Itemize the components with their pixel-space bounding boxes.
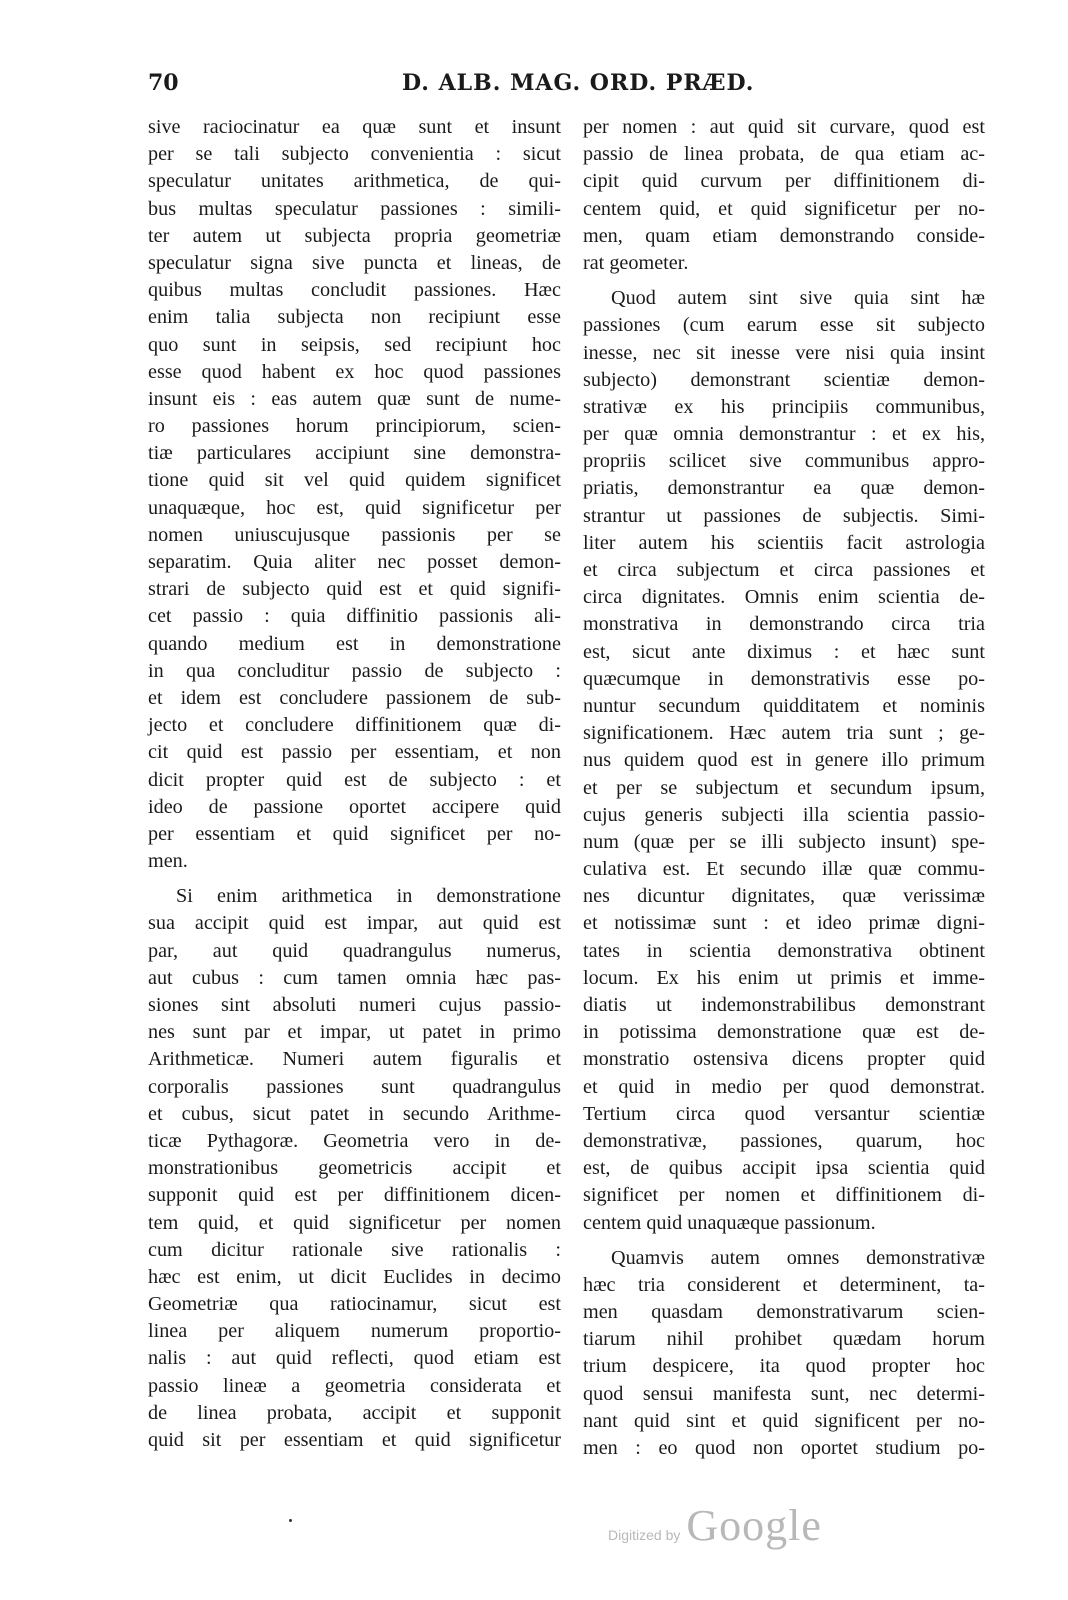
text-line: tates in scientia demonstrativa obtinent	[583, 939, 985, 962]
text-line: num (quæ per se illi subjecto insunt) spe-	[583, 830, 985, 853]
text-line: tiæ particulares accipiunt sine demonstra-	[148, 442, 561, 465]
text-line: aut cubus : cum tamen omnia hæc pas-	[148, 966, 561, 989]
text-line: per essentiam et quid significet per no-	[148, 822, 561, 845]
text-line: tione quid sit vel quid quidem significet	[148, 469, 561, 492]
text-line: rat geometer.	[583, 251, 689, 274]
text-line: enim talia subjecta non recipiunt esse	[148, 306, 561, 329]
text-line: passiones (cum earum esse sit subjecto	[583, 314, 985, 337]
text-line: tiarum nihil prohibet quædam horum	[583, 1328, 985, 1351]
text-line: Si enim arithmetica in demonstratione	[176, 885, 561, 908]
text-line: est, de quibus accipit ipsa scientia quid	[583, 1157, 985, 1180]
text-line: quod sensui manifesta sunt, nec determi-	[583, 1382, 985, 1405]
text-line: men, quam etiam demonstrando conside-	[583, 224, 985, 247]
text-line: Quamvis autem omnes demonstrativæ	[611, 1246, 985, 1269]
text-line: unaquæque, hoc est, quid significetur per	[148, 496, 561, 519]
text-line: nomen uniuscujusque passionis per se	[148, 523, 561, 546]
text-line: ter autem ut subjecta propria geometriæ	[148, 224, 561, 247]
text-line: speculatur signa sive puncta et lineas, de	[148, 251, 561, 274]
text-line: sua accipit quid est impar, aut quid est	[148, 912, 561, 935]
text-line: Tertium circa quod versantur scientiæ	[583, 1102, 985, 1125]
text-line: linea per aliquem numerum proportio-	[148, 1320, 561, 1343]
text-line: speculatur unitates arithmetica, de qui-	[148, 170, 561, 193]
text-line: liter autem his scientiis facit astrologia	[583, 531, 985, 554]
text-line: et idem est concludere passionem de sub-	[148, 686, 561, 709]
text-line: men : eo quod non oportet studium po-	[583, 1437, 985, 1459]
digitized-watermark	[608, 1500, 822, 1551]
text-line: Arithmeticæ. Numeri autem figuralis et	[148, 1048, 561, 1071]
ink-speck	[289, 1519, 292, 1522]
text-line: esse quod habent ex hoc quod passiones	[148, 360, 561, 383]
text-line: strativæ ex his principiis communibus,	[583, 395, 985, 418]
text-line: strantur ut passiones de subjectis. Simi-	[583, 504, 985, 527]
text-line: monstrativa in demonstrando circa tria	[583, 613, 985, 636]
google-logo: Google	[686, 1501, 822, 1550]
text-line: nuntur secundum quidditatem et nominis	[583, 694, 985, 717]
text-line: par, aut quid quadrangulus numerus,	[148, 939, 561, 962]
text-line: et cubus, sicut patet in secundo Arithme-	[148, 1102, 561, 1125]
text-line: de linea probata, accipit et supponit	[148, 1401, 561, 1424]
text-line: men quasdam demonstrativarum scien-	[583, 1301, 985, 1324]
text-line: circa dignitates. Omnis enim scientia de-	[583, 586, 985, 609]
text-line: cum dicitur rationale sive rationalis :	[148, 1238, 561, 1261]
text-line: trium despicere, ita quod propter hoc	[583, 1355, 985, 1378]
text-line: quando medium est in demonstratione	[148, 632, 561, 655]
text-line: passio lineæ a geometria considerata et	[148, 1374, 561, 1397]
text-line: significet per nomen et diffinitionem di-	[583, 1184, 985, 1207]
digitized-by-label: Digitized by	[608, 1527, 681, 1543]
text-line: supponit quid est per diffinitionem dicen-	[148, 1184, 561, 1207]
text-line: monstrationibus geometricis accipit et	[148, 1157, 561, 1180]
text-line: nes dicuntur dignitates, quæ verissimæ	[583, 885, 985, 908]
text-line: in potissima demonstratione quæ est de-	[583, 1021, 985, 1044]
text-line: per quæ omnia demonstrantur : et ex his,	[583, 423, 985, 446]
text-line: quibus multas concludit passiones. Hæc	[148, 279, 561, 302]
text-line: centem quid, et quid significetur per no-	[583, 197, 985, 220]
text-line: cet passio : quia diffinitio passionis ali-	[148, 605, 561, 628]
text-line: inesse, nec sit inesse vere nisi quia insint	[583, 341, 985, 364]
text-line: tem quid, et quid significetur per nomen	[148, 1211, 561, 1234]
text-line: sive raciocinatur ea quæ sunt et insunt	[148, 116, 561, 138]
text-line: Geometriæ qua ratiocinamur, sicut est	[148, 1293, 561, 1316]
text-line: est, sicut ante diximus : et hæc sunt	[583, 640, 985, 663]
text-line: ticæ Pythagoræ. Geometria vero in de-	[148, 1129, 561, 1152]
text-line: siones sint absoluti numeri cujus passio-	[148, 994, 561, 1016]
text-line: significationem. Hæc autem tria sunt ; ge-	[583, 722, 985, 745]
text-line: centem quid unaquæque passionum.	[583, 1211, 876, 1234]
text-line: in qua concluditur passio de subjecto :	[148, 659, 561, 682]
page-number: 70	[148, 70, 179, 96]
text-line: cit quid est passio per essentiam, et non	[148, 741, 561, 764]
text-line: et quid in medio per quod demonstrat.	[583, 1075, 985, 1098]
text-line: subjecto) demonstrant scientiæ demon-	[583, 368, 985, 391]
text-line: locum. Ex his enim ut primis et imme-	[583, 966, 985, 989]
text-line: et per se subjectum et secundum ipsum,	[583, 776, 985, 799]
text-line: culativa est. Et secundo illæ quæ commu-	[583, 858, 985, 881]
text-line: demonstrativæ, passiones, quarum, hoc	[583, 1129, 985, 1152]
text-line: cujus generis subjecti illa scientia passio-	[583, 803, 985, 826]
text-line: separatim. Quia aliter nec posset demon-	[148, 551, 561, 573]
text-line: per se tali subjecto convenientia : sicut	[148, 143, 561, 166]
text-line: Quod autem sint sive quia sint hæ	[611, 287, 985, 310]
text-line: hæc tria considerent et determinent, ta-	[583, 1273, 985, 1296]
text-line: hæc est enim, ut dicit Euclides in decimo	[148, 1265, 561, 1288]
text-line: quid sit per essentiam et quid significetur	[148, 1429, 561, 1451]
text-line: nant quid sint et quid significent per no-	[583, 1409, 985, 1432]
text-line: corporalis passiones sunt quadrangulus	[148, 1075, 561, 1098]
text-line: ro passiones horum principiorum, scien-	[148, 415, 561, 438]
text-line: et circa subjectum et circa passiones et	[583, 559, 985, 581]
running-title: D. ALB. MAG. ORD. PRÆD.	[402, 70, 755, 96]
text-line: priatis, demonstrantur ea quæ demon-	[583, 477, 985, 500]
right-column	[583, 114, 985, 1462]
text-line: nalis : aut quid reflecti, quod etiam est	[148, 1347, 561, 1370]
text-line: insunt eis : eas autem quæ sunt de nume-	[148, 387, 561, 410]
text-line: propriis scilicet sive communibus appro-	[583, 450, 985, 473]
left-column	[148, 114, 561, 1454]
text-line: nus quidem quod est in genere illo primum	[583, 749, 985, 772]
text-line: et notissimæ sunt : et ideo primæ digni-	[583, 912, 985, 935]
text-line: passio de linea probata, de qua etiam ac-	[583, 143, 985, 166]
text-line: quæcumque in demonstrativis esse po-	[583, 667, 985, 690]
text-line: diatis ut indemonstrabilibus demonstrant	[583, 994, 985, 1016]
text-line: jecto et concludere diffinitionem quæ di-	[148, 714, 561, 737]
text-line: dicit propter quid est de subjecto : et	[148, 768, 561, 791]
text-line: bus multas speculatur passiones : simili-	[148, 197, 561, 220]
text-line: nes sunt par et impar, ut patet in primo	[148, 1021, 561, 1044]
text-line: quo sunt in seipsis, sed recipiunt hoc	[148, 333, 561, 356]
text-line: monstratio ostensiva dicens propter quid	[583, 1048, 985, 1071]
text-line: per nomen : aut quid sit curvare, quod est	[583, 116, 985, 138]
text-line: cipit quid curvum per diffinitionem di-	[583, 170, 985, 193]
text-line: men.	[148, 850, 188, 873]
text-line: strari de subjecto quid est et quid signifi-	[148, 578, 561, 601]
text-line: ideo de passione oportet accipere quid	[148, 795, 561, 818]
